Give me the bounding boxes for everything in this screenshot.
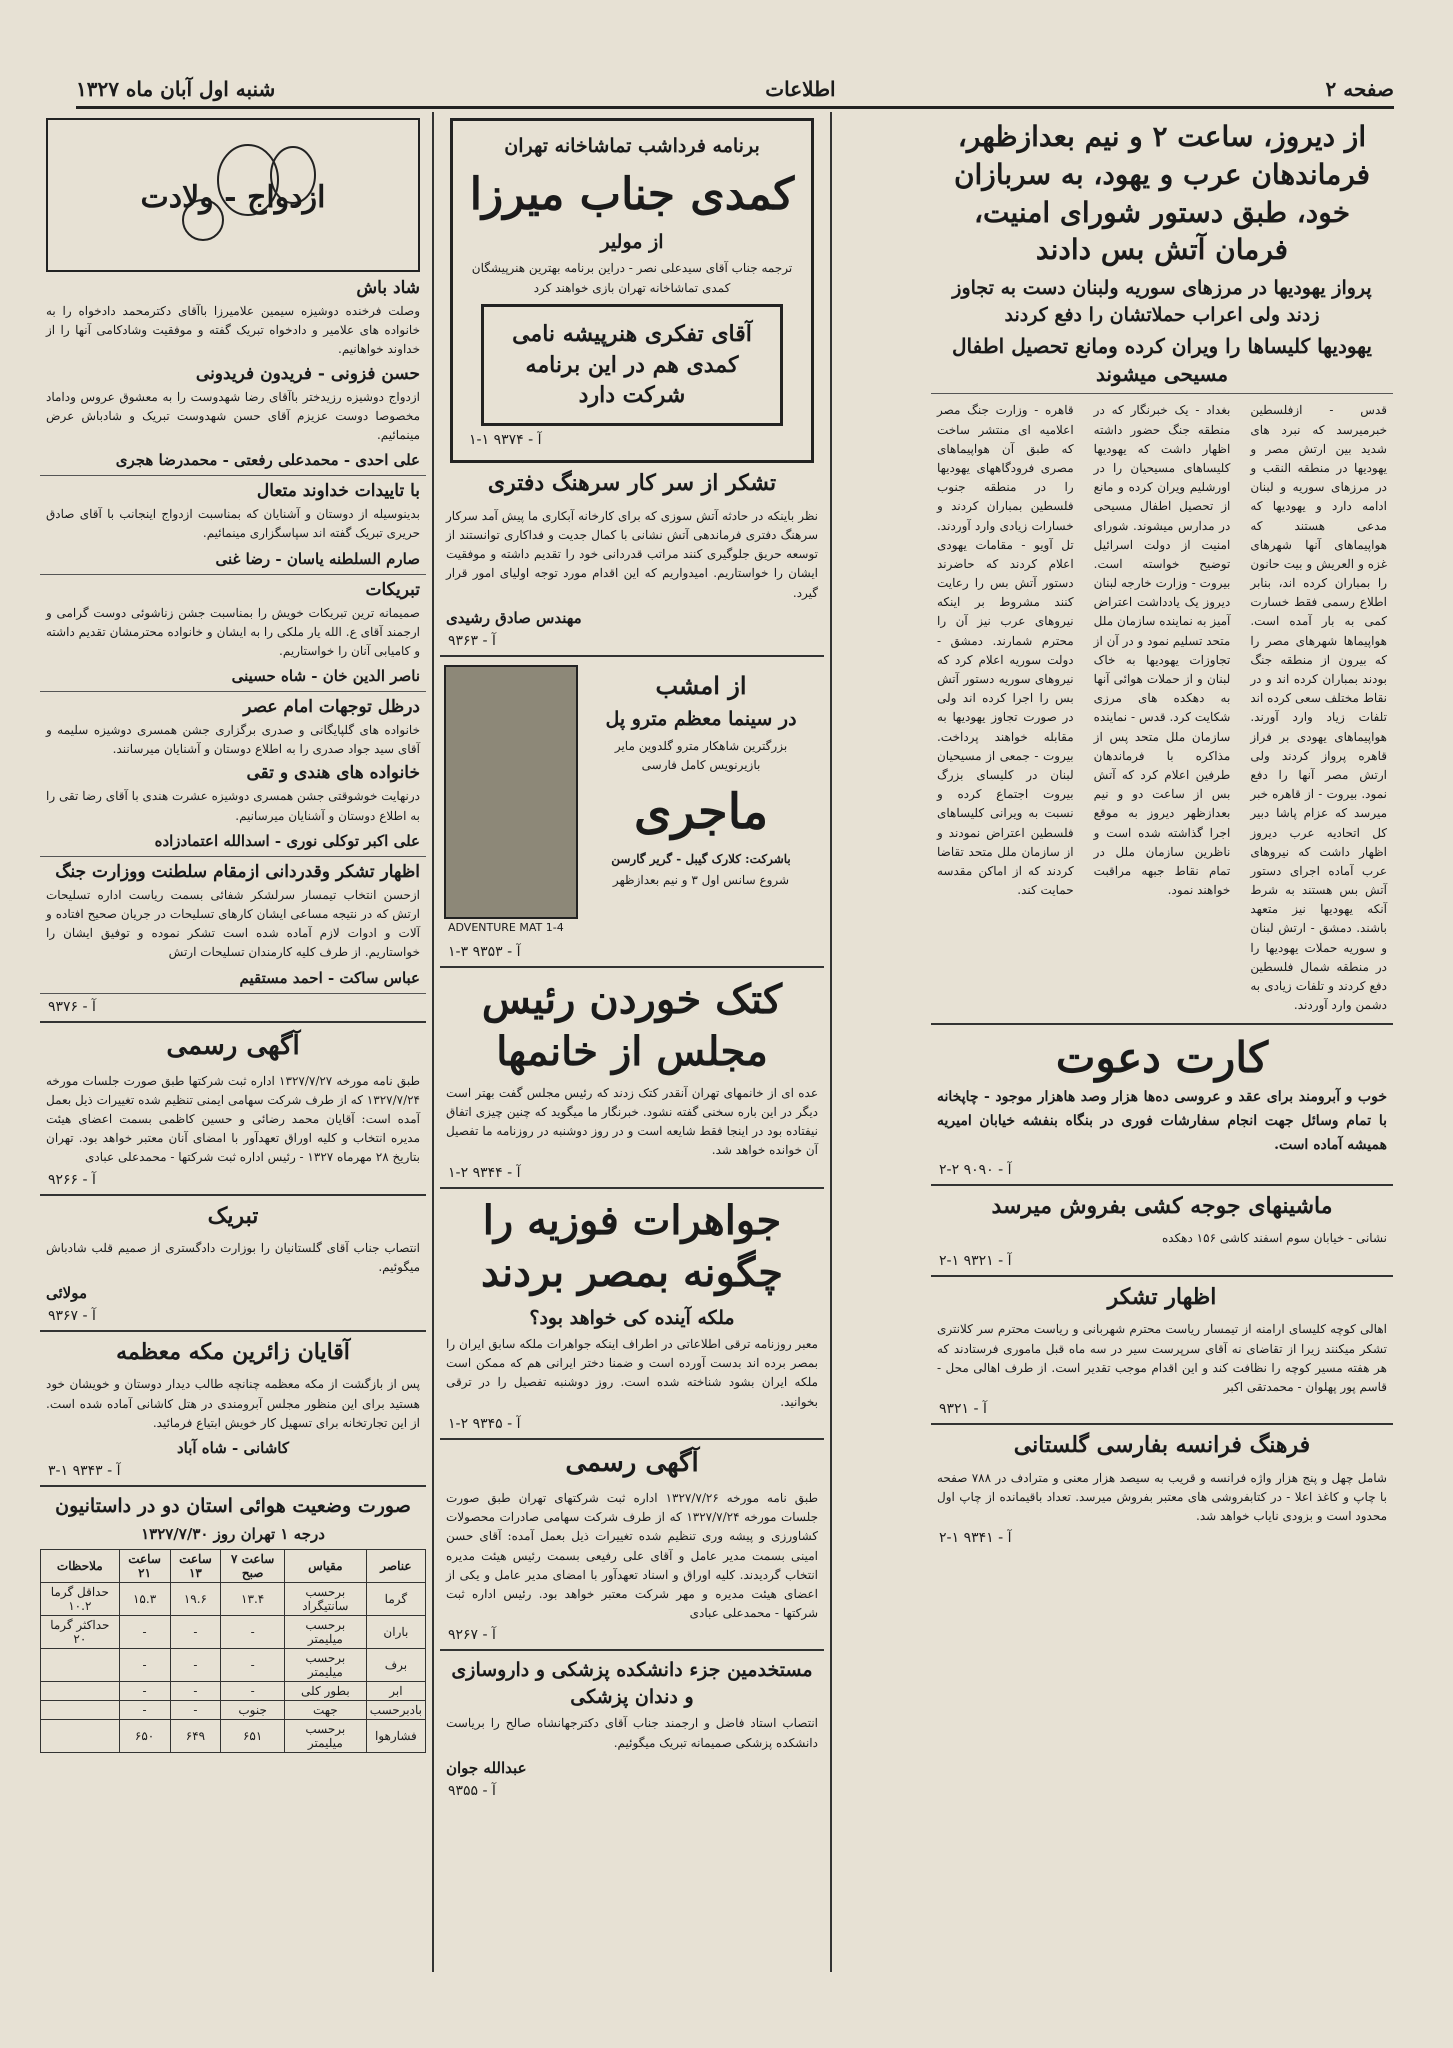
main-subheadline-2: یهودیها کلیساها را ویران کرده ومانع تحصیل اطفال مسیحی میشوند — [952, 334, 1372, 387]
weather-cell: - — [119, 1700, 170, 1719]
cinema-line: باشرکت: کلارک گیبل - گریر گارسن — [611, 851, 791, 866]
social-notice — [40, 763, 426, 825]
social-notice — [40, 481, 426, 543]
ad-code: آ - ۹۳۲۱ ۱-۲ — [939, 1252, 1012, 1269]
social-notice — [40, 364, 426, 446]
weather-cell: - — [221, 1681, 285, 1700]
ad-code: آ - ۹۳۶۷ — [48, 1307, 96, 1324]
dictionary-text: شامل چهل و پنج هزار واژه فرانسه و قریب به سیصد هزار معنی و مترادف در ۷۸۸ صفحه با چاپ و کاغذ اعلا - در کتابفروشی های معتبر بفروش میرسد. تعداد باقیمانده از چاپ اول محدود است و بزودی نایاب خواهد شد. — [937, 1470, 1387, 1524]
congrats-notice — [40, 1202, 426, 1324]
theater-ad-author: از مولیر — [600, 230, 664, 253]
news-speaker-text: عده ای از خانمهای تهران آنقدر کتک زدند که رئیس مجلس گفت بهتر است دیگر در این باره سخنی گفته نشود. خبرنگار ما میگوید که چنین چیزی اتفاق نیفتاده بود در اینجا فقط شایعه است و در روز دوشنبه در روزنامه ما تفصیل آن خوانده خواهد شد. — [446, 1085, 818, 1158]
main-headline: از دیروز، ساعت ۲ و نیم بعدازظهر، فرماندهان عرب و یهود، به سربازان خود، طبق دستور شورای امنیت، فرمان آتش بس دادند — [953, 120, 1371, 267]
cinema-line: شروع سانس اول ۳ و نیم بعدازظهر — [612, 872, 790, 887]
official-notice-1 — [40, 1029, 426, 1188]
thanks-fire-title: تشکر از سر کار سرهنگ دفتری — [487, 470, 777, 497]
edu-notice-sign: عبدالله جوان — [446, 1758, 527, 1777]
dictionary-title: فرهنگ فرانسه بفارسی گلستانی — [1013, 1432, 1311, 1459]
dictionary-ad — [931, 1431, 1393, 1546]
ad-code: آ - ۹۳۴۴ ۲-۱ — [448, 1164, 521, 1181]
marriage-birth-title: ازدواج - ولادت — [140, 180, 326, 215]
theater-ad — [450, 118, 814, 463]
cinema-caption: ADVENTURE MAT 1-4 — [448, 920, 564, 934]
weather-cell: ۱۹.۶ — [170, 1582, 221, 1615]
weather-cell: ۱۳.۴ — [221, 1582, 285, 1615]
weather-cell: ۶۵۱ — [221, 1719, 285, 1752]
social-notice-title: خانواده های هندی و تقی — [246, 763, 420, 784]
issue-date: شنبه اول آبان ماه ۱۳۲۷ — [76, 77, 276, 101]
column-social — [40, 112, 426, 1972]
weather-row — [41, 1648, 426, 1681]
edu-notice-title: مستخدمین جزء دانشکده پزشکی و داروسازی و دندان پزشکی — [451, 1659, 813, 1708]
news-speaker — [440, 974, 824, 1181]
weather-cell: - — [119, 1615, 170, 1648]
main-subheadline: پرواز یهودیها در مرزهای سوریه ولبنان دست به تجاوز زدند ولی اعراب حملاتشان را دفع کردند — [952, 277, 1372, 326]
invitation-card-text: خوب و آبرومند برای عقد و عروسی ده‌ها هزار وصد هاهزار موجود - چاپخانه با تمام وسائل جهت انجام سفارشات فوری در بنگاه بنفشه خیابان امیریه همیشه آماده است. — [937, 1089, 1387, 1153]
social-notice-text: صمیمانه ترین تبریکات خویش را بمناسبت جشن زناشوئی دوست گرامی و ارجمند آقای ع. الله یار ملکی را به ایشان و خانواده محترمشان تقدیم داشته و کامیابی آنان را خواستاریم. — [46, 605, 420, 658]
theater-ad-text: ترجمه جناب آقای سیدعلی نصر - دراین برنامه بهترین هنرپیشگان کمدی تماشاخانه تهران بازی خواهند کرد — [471, 261, 793, 295]
weather-cell — [41, 1648, 120, 1681]
film-poster-image — [444, 665, 578, 919]
cinema-line: بزرگترین شاهکار مترو گلدوین مایر بازیرنویس کامل فارسی — [614, 738, 788, 773]
official-notice-text: طبق نامه مورخه ۱۳۲۷/۷/۲۶ اداره ثبت شرکتهای تهران طبق صورت جلسات مورخه ۱۳۲۷/۷/۲۴ که از طرف شرکت سهامی صادرات محصولات کشاورزی و پیشه وری تنظیم شده تغییرات ذیل بعمل آمده: آقای حسن امینی بسمت مدیر عامل و آقای علی رفیعی بسمت رئیس هیئت مدیره انتخاب گردیدند. کلیه اوراق و اسناد تعهدآور با امضای مدیر عامل و یکی از اعضای هیئت مدیره و مهر شرکت معتبر خواهد بود. رئیس اداره ثبت شرکتها - محمدعلی عبادی — [446, 1490, 819, 1621]
ad-code: آ - ۹۳۶۳ — [448, 632, 496, 649]
article-text: بغداد - یک خبرنگار که در منطقه جنگ حضور داشته اظهار داشت که یهودیها کلیساهای مسیحیان را در اورشلیم ویران کرده و مانع از تحصیل اطفال مسیحی در مدارس میشوند. شورای امنیت از دولت اسرائیل توضیح خواسته است. بیروت - وزارت خارجه لبنان دیروز یک یادداشت اعتراض آمیز به نماینده سازمان ملل متحد تسلیم نمود و در آن از تجاوزات یهودیها به خاک لبنان و از حملات هوائی آنها به دهکده های مرزی شکایت کرد. قدس - نماینده سازمان ملل متحد پس از مذاکره با فرماندهان طرفین اعلام کرد که آتش بس از ساعت دو و نیم بعدازظهر دیروز به موقع اجرا گذاشته شده است و ناظرین سازمان ملل در تمام نقاط جبهه مراقبت خواهند نمود. — [1093, 403, 1231, 898]
weather-cell: ۶۴۹ — [170, 1719, 221, 1752]
pilgrims-text: پس از بازگشت از مکه معظمه چنانچه طالب دیدار دوستان و خویشان خود هستید برای این منظور مجلس آبرومندی در هتل کاشانی آماده شده است. از این تجارتخانه برای تسهیل کار خویش ابتیاع فرمائید. — [46, 1377, 420, 1430]
social-notice — [40, 862, 426, 963]
social-notices-list — [40, 278, 426, 994]
social-notice-text: بدینوسیله از دوستان و آشنایان که بمناسبت ازدواج اینجانب با آقای صادق حریری تبریک گفته اند سپاسگزاری مینمائیم. — [46, 507, 420, 541]
weather-header: ساعت ۷ صبح — [221, 1549, 285, 1582]
thanks-text: اهالی کوچه کلیسای ارامنه از تیمسار ریاست محترم شهربانی و ریاست محترم سر کلانتری تشکر میکنند زیرا از تقاضای نه آقای سرپرست سیر در سه ماه قبل ماموری فرستادند که هر هفته مسیر کوچه را نظافت کند و این اقدام موجب تقدیر است. از طرف اهالی محل - قاسم پور پهلوان - محمدتقی اکبر — [937, 1322, 1387, 1394]
weather-cell: بادبرحسب — [366, 1700, 425, 1719]
weather-title: صورت وضعیت هوائی استان دو در داستانیون — [55, 1494, 411, 1517]
weather-cell: - — [170, 1615, 221, 1648]
ad-code: آ - ۹۳۵۳ ۳-۱ — [448, 943, 521, 960]
theater-ad-title: برنامه فرداشب تماشاخانه تهران — [504, 135, 760, 157]
weather-cell: جنوب — [221, 1700, 285, 1719]
theater-ad-inner-text: آقای تفکری هنرپیشه نامی کمدی هم در این برنامه شرکت دارد — [512, 320, 752, 409]
social-notice — [40, 580, 426, 662]
paper-name: اطلاعات — [765, 77, 836, 101]
official-notice-title: آگهی رسمی — [565, 1447, 699, 1478]
weather-cell: - — [119, 1681, 170, 1700]
social-notice — [40, 667, 426, 692]
social-notice-title: ناصر الدین خان - شاه حسینی — [231, 667, 420, 686]
social-notice-text: خانواده های گلپایگانی و صدری برگزاری جشن همسری دوشیزه سلیمه و آقای سید جواد صدری را به اطلاع دوستان و آشنایان میرسانند. — [46, 723, 420, 757]
cinema-line: از امشب — [655, 670, 747, 700]
official-notice-title: آگهی رسمی — [166, 1030, 300, 1061]
social-notice — [40, 969, 426, 994]
ad-code: آ - ۹۳۷۶ — [48, 998, 96, 1015]
weather-cell: - — [170, 1681, 221, 1700]
weather-cell: برحسب میلیمتر — [284, 1615, 366, 1648]
weather-cell: برحسب سانتیگراد — [284, 1582, 366, 1615]
masthead — [76, 72, 1394, 109]
weather-cell: برف — [366, 1648, 425, 1681]
social-notice-text: ازحسن انتخاب تیمسار سرلشکر شفائی بسمت ریاست اداره تسلیحات ارتش که در نتیجه مساعی ایشان کارهای تسلیحات در جریان صحیح افتاده و آلات و ادوات لازم آماده شده است تشکر نموده و توفیق ایشان را خواستاریم. از طرف کلیه کارمندان تسلیحات ارتش — [46, 887, 420, 960]
thanks-notice — [931, 1283, 1393, 1417]
article-text: قاهره - وزارت جنگ مصر اعلامیه ای منتشر ساخت که طبق آن هواپیماهای مصری فرودگاههای یهودیها را در منطقه جنوب فلسطین بمباران کردند و خسارات زیادی وارد آوردند. تل آویو - مقامات یهودی اعلام کردند که حاضرند دستور آتش بس را رعایت کنند مشروط بر اینکه نیروهای عرب نیز آن را محترم شمارند. دمشق - دولت سوریه اعلام کرد که نیروهای سوریه دستور آتش بس را اجرا کرده اند ولی در صورت تجاوز یهودیها به مقابله خواهند پرداخت. بیروت - جمعی از مسیحیان لبنان در کلیسای بزرگ بیروت اجتماع کرده و نسبت به ویرانی کلیساهای فلسطین اعتراض نمودند و از سازمان ملل متحد تقاضا کردند که از اماکن مقدسه حمایت کند. — [936, 403, 1074, 898]
weather-header: عناصر — [366, 1549, 425, 1582]
ad-code: آ - ۹۳۴۳ ۱-۳ — [48, 1462, 121, 1479]
cinema-ad-text — [586, 665, 816, 936]
weather-row — [41, 1615, 426, 1648]
congrats-sign: مولائی — [46, 1283, 88, 1302]
social-notice-title: تبریکات — [365, 579, 420, 600]
news-speaker-title: کتک خوردن رئیس مجلس از خانمها — [481, 975, 783, 1075]
thanks-title: اظهار تشکر — [1107, 1283, 1217, 1310]
weather-row — [41, 1700, 426, 1719]
weather-cell: برحسب میلیمتر — [284, 1719, 366, 1752]
official-notice-text: طبق نامه مورخه ۱۳۲۷/۷/۲۷ اداره ثبت شرکتها طبق صورت جلسات مورخه ۱۳۲۷/۷/۲۴ که از طرف شرکت سهامی ایمنی تنظیم شده تغییرات ذیل بعمل آمده است: آقایان محمد رضائی و حسین کاظمی بسمت اعضای هیئت مدیره انتخاب و کلیه اوراق تعهدآور با امضای آنان معتبر خواهد بود. تهران بتاریخ ۲۸ مهرماه ۱۳۲۷ - رئیس اداره ثبت شرکتها - محمدعلی عبادی — [46, 1073, 420, 1165]
pilgrims-notice — [40, 1338, 426, 1479]
weather-cell: بطور کلی — [284, 1681, 366, 1700]
social-notice-title: اظهار تشکر وقدردانی ازمقام سلطنت ووزارت جنگ — [55, 861, 420, 882]
congrats-text: انتصاب جناب آقای گلستانیان را بوزارت دادگستری از صمیم قلب شادباش میگوئیم. — [46, 1241, 420, 1275]
ad-code: آ - ۹۰۹۰ ۲-۲ — [939, 1161, 1012, 1178]
social-notice-title: با تاییدات خداوند متعال — [256, 481, 420, 502]
invitation-card-ad — [931, 1033, 1393, 1177]
column-news-main — [931, 112, 1393, 1972]
news-jewels-title: جواهرات فوزیه را چگونه بمصر بردند — [480, 1196, 784, 1296]
incubator-ad-text: نشانی - خیابان سوم اسفند کاشی ۱۵۶ دهکده — [1161, 1231, 1387, 1246]
main-article-columns — [931, 399, 1393, 1017]
social-notice-title: صارم السلطنه یاسان - رضا غنی — [215, 549, 420, 568]
marriage-birth-logo — [46, 118, 420, 272]
news-jewels — [440, 1195, 824, 1432]
weather-cell: - — [221, 1615, 285, 1648]
weather-cell: جهت — [284, 1700, 366, 1719]
pilgrims-sign: کاشانی - شاه آباد — [176, 1438, 289, 1457]
edu-notice — [440, 1657, 824, 1799]
social-notice — [40, 697, 426, 759]
theater-ad-play: کمدی جناب میرزا — [469, 168, 795, 220]
ad-code: آ - ۹۳۷۴ ۱-۱ — [469, 432, 542, 449]
social-notice-title: عباس ساکت - احمد مستقیم — [239, 968, 420, 987]
weather-header: ساعت ۲۱ — [119, 1549, 170, 1582]
congrats-title: تبریک — [207, 1202, 259, 1229]
edu-notice-text: انتصاب استاد فاضل و ارجمند جناب آقای دکترجهانشاه صالح را بریاست دانشکده پزشکی صمیمانه تبریک میگوئیم. — [446, 1716, 818, 1750]
social-notice — [40, 832, 426, 857]
article-text: قدس - ازفلسطین خبرمیرسد که نبرد های شدید بین ارتش مصر و یهودیها در منطقه النقب و در مرزهای سوریه و لبنان ادامه دارد و یهودیها که مدعی هستند که هواپیماهای آنها شهرهای غزه و العریش و بیت حانون را بمباران کرده اند، بنابر اطلاع رسمی فقط خسارت کمی به بار آمده است. هواپیماها شهرهای مصر را که بیرون از منطقه جنگ بودند بمباران کرده اند و در نقاط مختلف سعی کرده اند تلفات زیاد وارد آورند. هواپیماهای یهودی بر فراز قاهره پرواز کردند ولی ارتش مصر آنها را دفع نمود. بیروت - از قاهره خبر میرسد که عزام پاشا دبیر کل اتحادیه عرب دیروز اظهار داشت که نیروهای عرب آماده اجرای دستور آتش بس هستند به شرط آنکه یهودیها نیز متعهد باشند. دمشق - ارتش لبنان و سوریه حملات یهودیها را در منطقه شمال فلسطین دفع کردند و تلفات زیادی به دشمن وارد آوردند. — [1250, 403, 1387, 1013]
social-notice-title: علی اکبر توکلی نوری - اسدالله اعتمادزاده — [154, 831, 420, 850]
weather-header: ملاحظات — [41, 1549, 120, 1582]
weather-cell: حداکثر گرما ۲۰ — [41, 1615, 120, 1648]
social-notice — [40, 451, 426, 476]
weather-cell: باران — [366, 1615, 425, 1648]
weather-cell: - — [170, 1700, 221, 1719]
weather-cell — [41, 1681, 120, 1700]
invitation-card-title: کارت دعوت — [1055, 1033, 1269, 1083]
weather-header: ساعت ۱۳ — [170, 1549, 221, 1582]
social-notice-text: وصلت فرخنده دوشیزه سیمین علامیرزا باآقای دکترمحمد دادخواه را به خانواده های علامیر و دادخواه تبریک گفته و موفقیت وشادکامی آنها را از خداوند خواهانیم. — [46, 304, 420, 357]
weather-cell: ۶۵۰ — [119, 1719, 170, 1752]
column-middle — [440, 112, 824, 1972]
ad-code: آ - ۹۲۶۷ — [448, 1627, 496, 1644]
weather-cell: برحسب میلیمتر — [284, 1648, 366, 1681]
thanks-fire-notice — [440, 469, 824, 649]
weather-cell: فشارهوا — [366, 1719, 425, 1752]
weather-row — [41, 1582, 426, 1615]
ad-code: آ - ۹۳۲۱ — [939, 1401, 987, 1418]
news-jewels-subtitle: ملکه آینده کی خواهد بود؟ — [529, 1306, 735, 1329]
ad-code: آ - ۹۳۵۵ — [448, 1782, 496, 1799]
weather-cell: - — [221, 1648, 285, 1681]
weather-header: مقیاس — [284, 1549, 366, 1582]
cinema-film-title: ماجری — [633, 784, 769, 841]
ad-code: آ - ۹۲۶۶ — [48, 1171, 96, 1188]
weather-subtitle: درجه ۱ تهران روز ۱۳۲۷/۷/۳۰ — [141, 1524, 325, 1543]
thanks-fire-sign: مهندس صادق رشیدی — [446, 608, 582, 627]
weather-table — [40, 1549, 426, 1753]
weather-row — [41, 1719, 426, 1752]
weather-cell: حداقل گرما ۱۰.۲ — [41, 1582, 120, 1615]
weather-cell — [41, 1719, 120, 1752]
social-notice-title: علی احدی - محمدعلی رفعتی - محمدرضا هجری — [115, 451, 420, 470]
weather-cell: - — [170, 1648, 221, 1681]
social-notice-title: حسن فزونی - فریدون فریدونی — [195, 363, 420, 384]
incubator-ad — [931, 1192, 1393, 1269]
weather-cell: ابر — [366, 1681, 425, 1700]
weather-cell: گرما — [366, 1582, 425, 1615]
ad-code: آ - ۹۳۴۵ ۲-۱ — [448, 1415, 521, 1432]
weather-cell: ۱۵.۳ — [119, 1582, 170, 1615]
social-notice-text: ازدواج دوشیزه رزیدختر باآقای رضا شهدوست را به معشوق عروس وداماد مخصوصا دوست عزیزم آقای حسن شهدوست تبریک و شادباش عرض مینمائیم. — [46, 389, 420, 442]
official-notice-2 — [440, 1446, 824, 1643]
column-divider — [830, 112, 832, 1972]
cinema-line: در سینما معظم مترو پل — [605, 708, 797, 731]
social-notice — [40, 278, 426, 360]
weather-report — [40, 1493, 426, 1753]
thanks-fire-text: نظر باینکه در حادثه آتش سوزی که برای کارخانه آبکاری ما پیش آمد سرکار سرهنگ دفتری فرماندهی آتش نشانی با کمال جدیت و فداکاری توانستند از توسعه حریق جلوگیری کنند مراتب قدردانی خود را تقدیم داشته و موفقیت ایشان را خواستاریم. امیدواریم که این اقدام مورد توجه اولیای امور قرار گیرد. — [446, 508, 818, 600]
cinema-photo-wrap — [448, 665, 578, 936]
news-jewels-text: معبر روزنامه ترقی اطلاعاتی در اطراف اینکه جواهرات ملکه سابق ایران را بمصر برده اند بدست آورده است و ضمنا دختر ایرانی هم که ممکن است ملکه ایران بشود شناخته شده است. روز دوشنبه تفصیل را در ترقی بخوانید. — [446, 1337, 818, 1409]
social-notice-title: شاد باش — [356, 278, 420, 298]
pilgrims-title: آقایان زائرین مکه معظمه — [116, 1338, 350, 1365]
social-notice-title: درظل توجهات امام عصر — [243, 697, 420, 718]
weather-row — [41, 1681, 426, 1700]
social-notice-text: درنهایت خوشوقتی جشن همسری دوشیزه عشرت هندی با آقای رضا تقی را به اطلاع دوستان و آشنایان میرسانیم. — [46, 789, 420, 823]
page-label: صفحه ۲ — [1325, 77, 1394, 101]
weather-cell — [41, 1700, 120, 1719]
cinema-ad — [448, 665, 816, 936]
column-divider — [432, 112, 434, 1972]
theater-ad-inner — [481, 304, 783, 426]
social-notice — [40, 550, 426, 575]
weather-cell: - — [119, 1648, 170, 1681]
ad-code: آ - ۹۳۴۱ ۱-۲ — [939, 1530, 1012, 1547]
incubator-ad-title: ماشینهای جوجه کشی بفروش میرسد — [991, 1192, 1333, 1219]
